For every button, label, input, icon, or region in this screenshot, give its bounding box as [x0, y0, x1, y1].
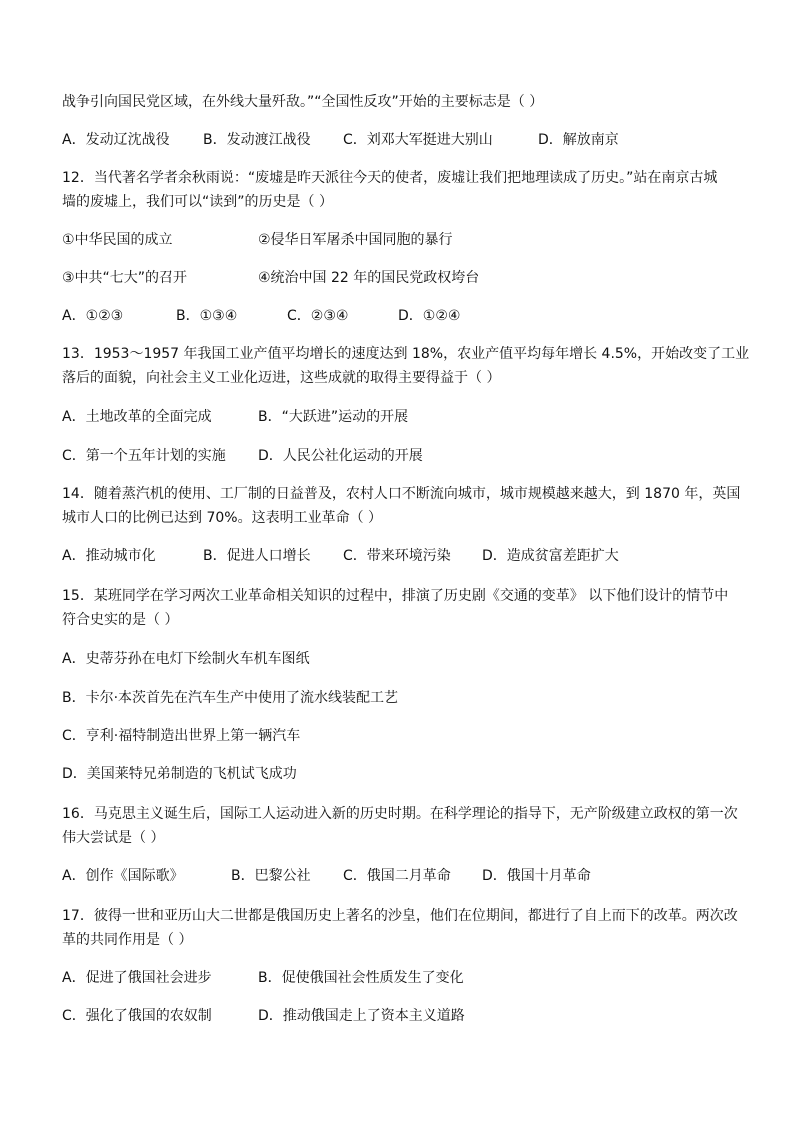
q13-stem-line1: 13．1953～1957 年我国工业产值平均增长的速度达到 18%，农业产值平均每年增长 4.5%，开始改变了工业	[62, 346, 750, 362]
q17-option-c: C．强化了俄国的农奴制	[62, 1008, 212, 1024]
q11-option-a: A．发动辽沈战役	[62, 132, 170, 148]
q17-option-b: B．促使俄国社会性质发生了变化	[258, 970, 464, 986]
q12-item-3: ③中共“七大”的召开	[62, 270, 188, 286]
q13-stem-line2: 落后的面貌，向社会主义工业化迈进，这些成就的取得主要得益于（ ）	[62, 370, 501, 386]
q16-stem-line2: 伟大尝试是（ ）	[62, 830, 165, 846]
q11-stem: 战争引向国民党区域，在外线大量歼敌。”“全国性反攻”开始的主要标志是（ ）	[62, 94, 544, 110]
q11-option-d: D．解放南京	[538, 132, 619, 148]
q14-option-b: B．促进人口增长	[203, 548, 311, 564]
q12-item-4: ④统治中国 22 年的国民党政权垮台	[258, 270, 480, 286]
q16-option-b: B．巴黎公社	[231, 868, 311, 884]
q17-stem-line1: 17．彼得一世和亚历山大二世都是俄国历史上著名的沙皇，他们在位期间，都进行了自上而下的改革。两次改	[62, 908, 738, 924]
q17-stem-line2: 革的共同作用是（ ）	[62, 932, 193, 948]
q12-option-d: D．①②④	[398, 308, 461, 324]
q12-option-c: C．②③④	[287, 308, 349, 324]
q15-option-c: C．亨利·福特制造出世界上第一辆汽车	[62, 728, 301, 744]
q15-option-a: A．史蒂芬孙在电灯下绘制火车机车图纸	[62, 651, 310, 667]
q12-stem-line2: 墙的废墟上，我们可以“读到”的历史是（ ）	[62, 194, 333, 210]
q16-option-a: A．创作《国际歌》	[62, 868, 184, 884]
q12-option-b: B．①③④	[176, 308, 238, 324]
q14-stem-line2: 城市人口的比例已达到 70%。这表明工业革命（ ）	[62, 510, 383, 526]
q16-option-c: C．俄国二月革命	[343, 868, 451, 884]
q14-option-c: C．带来环境污染	[343, 548, 451, 564]
q15-option-d: D．美国莱特兄弟制造的飞机试飞成功	[62, 766, 297, 782]
q14-stem-line1: 14．随着蒸汽机的使用、工厂制的日益普及，农村人口不断流向城市，城市规模越来越大，到 1870 年，英国	[62, 486, 741, 502]
q13-option-d: D．人民公社化运动的开展	[258, 448, 423, 464]
q16-stem-line1: 16．马克思主义诞生后，国际工人运动进入新的历史时期。在科学理论的指导下，无产阶级建立政权的第一次	[62, 806, 738, 822]
q15-stem-line2: 符合史实的是（ ）	[62, 612, 179, 628]
q15-stem-line1: 15．某班同学在学习两次工业革命相关知识的过程中，排演了历史剧《交通的变革》 以下他们设计的情节中	[62, 588, 729, 604]
q17-option-a: A．促进了俄国社会进步	[62, 970, 212, 986]
q13-option-b: B．“大跃进”运动的开展	[258, 409, 409, 425]
q14-option-a: A．推动城市化	[62, 548, 156, 564]
q14-option-d: D．造成贫富差距扩大	[482, 548, 619, 564]
q11-option-c: C．刘邓大军挺进大别山	[343, 132, 493, 148]
q12-stem-line1: 12．当代著名学者余秋雨说：“废墟是昨天派往今天的使者，废墟让我们把地理读成了历史。”站在南京古城	[62, 170, 718, 186]
q11-option-b: B．发动渡江战役	[203, 132, 311, 148]
q12-option-a: A．①②③	[62, 308, 124, 324]
q12-item-1: ①中华民国的成立	[62, 232, 173, 248]
q17-option-d: D．推动俄国走上了资本主义道路	[258, 1008, 465, 1024]
q13-option-c: C．第一个五年计划的实施	[62, 448, 226, 464]
q12-item-2: ②侵华日军屠杀中国同胞的暴行	[258, 232, 453, 248]
q13-option-a: A．土地改革的全面完成	[62, 409, 212, 425]
q15-option-b: B．卡尔·本茨首先在汽车生产中使用了流水线装配工艺	[62, 690, 399, 706]
q16-option-d: D．俄国十月革命	[482, 868, 591, 884]
